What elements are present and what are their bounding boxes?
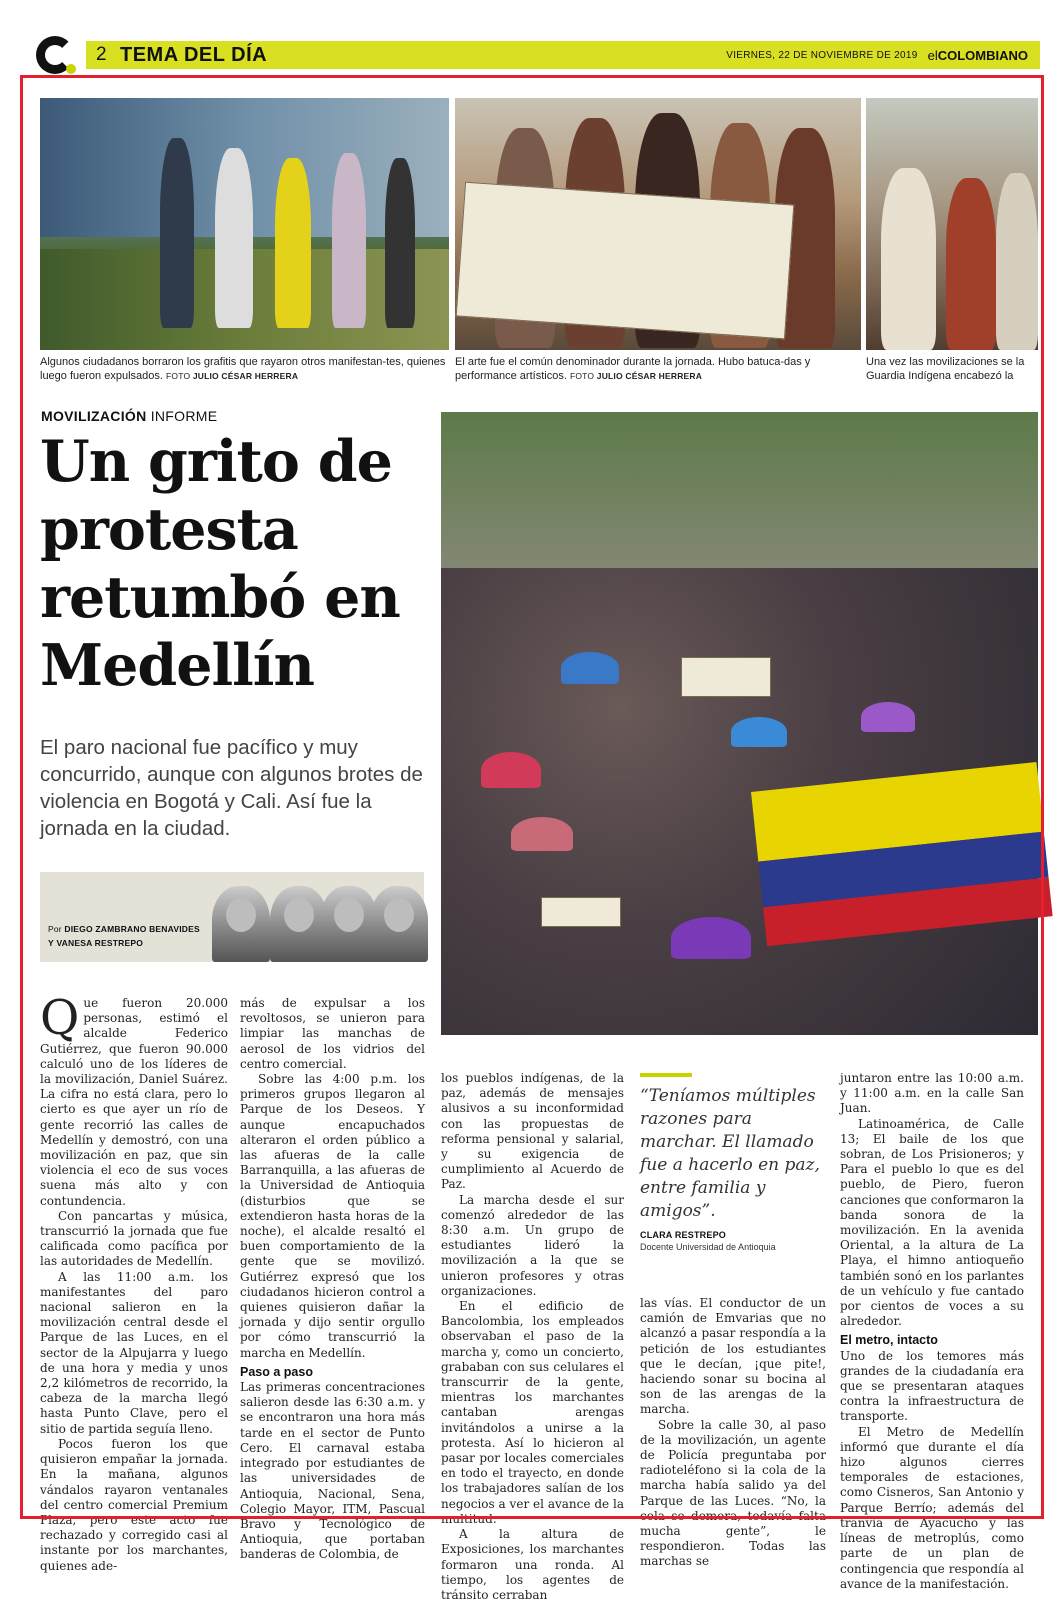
- article-dek: El paro nacional fue pacífico y muy concurrido, aunque con algunos brotes de violencia en Bogotá y Cali. Así fue la jornada en la ciudad.: [40, 736, 423, 840]
- photo3-caption: Una vez las movilizaciones se la Guardia Indígena encabezó la: [866, 356, 1025, 382]
- brand-name: elCOLOMBIANO: [927, 47, 1028, 63]
- body-column-3: los pueblos indígenas, de la paz, además de mensajes alusivos a su inconformidad con las propuestas de reforma pensional y salarial, y su exigencia de cumplimiento al Acuerdo de Paz. La marcha desde el sur comenzó alrededor de las 8:30 a.m. Un grupo de estudiantes lideró la movilización a la que se unieron profesores y otras organizaciones. En el edificio de Bancolombia, los empleados observaban el paso de la marcha y, como un concierto, grababan con sus celulares el transcurrir de la gente, mientras los marchantes cantaban arengas invitándolos a unirse a la protesta. Así lo hicieron al pasar por locales comerciales en todo el trayecto, en donde los trabajadores salían de los negocios a ver el avance de la multitud. A la altura de Exposiciones, los marchantes formaron una ronda. Al tiempo, los agentes de tránsito cerraban: [441, 1071, 624, 1602]
- section-header-band: [86, 41, 1040, 69]
- photo2-caption: El arte fue el común denominador durante la jornada. Hubo batuca-das y performance artísticos. FOTO JULIO CÉSAR HERRERA: [455, 356, 811, 382]
- photo-art-performance: [455, 98, 861, 350]
- issue-date: VIERNES, 22 DE NOVIEMBRE DE 2019: [726, 49, 918, 61]
- drop-cap: Q: [40, 990, 80, 1046]
- author-photo: [370, 886, 428, 962]
- article-kicker: MOVILIZACIÓN INFORME: [41, 408, 218, 424]
- subheading-metro: El metro, intacto: [840, 1333, 938, 1348]
- quote-accent-bar: [640, 1073, 692, 1077]
- section-title: TEMA DEL DÍA: [120, 43, 268, 66]
- author-photo: [212, 886, 270, 962]
- colombian-flag: [751, 762, 1053, 946]
- byline-box: [40, 872, 424, 962]
- pull-quote: “Teníamos múltiples razones para marchar. El llamado fue a hacerlo en paz, entre familia y amigos”.: [640, 1086, 820, 1221]
- byline-text: Por DIEGO ZAMBRANO BENAVIDES Y VANESA RESTREPO: [48, 924, 200, 948]
- photo-indigenous-guard: [866, 98, 1038, 350]
- body-column-4: las vías. El conductor de un camión de Emvarias que no alcanzó a pasar respondía a la petición de los estudiantes que le decían, ¡que pite!, haciendo sonar su bocina al son de las arengas de la marcha. Sobre la calle 30, al paso de la movilización, un agente de Policía preguntaba por radioteléfono si la cola de la marcha había salido ya del Parque de las Luces. “No, la cola se demora, todavía falta mucha gente”, le respondieron. Todas las marchas se: [640, 1296, 826, 1569]
- main-photo-march-crowd: [441, 412, 1038, 1035]
- quote-author-role: Docente Universidad de Antioquia: [640, 1242, 776, 1252]
- article-headline: Un grito de protesta retumbó en Medellín: [40, 428, 400, 699]
- body-column-1: Que fueron 20.000 personas, estimó el alcalde Federico Gutiérrez, que fueron 90.000 calculó uno de los líderes de la movilización, Daniel Suárez. La cifra no está clara, pero lo cierto es que ayer un río de gente recorrió las calles de Medellín y demostró, con una movilización en paz, que sin violencia el eco de sus voces suena más alto y con contundencia. Con pancartas y música, transcurrió la jornada que fue calificada como pacífica por las autoridades de Medellín. A las 11:00 a.m. los manifestantes del paro nacional salieron en la movilización central desde el Parque de las Luces, en el sector de la Alpujarra y luego de una hora y media y unos 2,2 kilómetros de recorrido, la cabeza de la marcha llegó hasta Punto Clave, pero el sitio de partida seguía lleno. Pocos fueron los que quisieron empañar la jornada. En la mañana, algunos vándalos rayaron ventanales del centro comercial Premium Plaza, pero este acto fue rechazado y corregido casi al instante por los marchantes, quienes ade-: [40, 990, 228, 1573]
- quote-author: CLARA RESTREPO: [640, 1230, 726, 1240]
- body-column-5: juntaron entre las 10:00 a.m. y 11:00 a.m. en la calle San Juan. Latinoamérica, de Calle 13; El baile de los que sobran, de Los Prisioneros; y Para el pueblo lo que es del pueblo, de Piero, fueron canciones que conformaron la banda sonora de la movilización. En la avenida Oriental, a la altura de La Playa, el himno antioqueño también sonó en los parlantes de un vehículo y fue cantado por cientos de voces a su alrededor. El metro, intacto Uno de los temores más grandes de la ciudadanía era que se presentaran ataques contra la infraestructura de transporte. El Metro de Medellín informó que durante el día hizo algunos cierres temporales de estaciones, como Cisneros, San Antonio y Parque Berrío; además del tranvía de Ayacucho y las líneas de metroplús, como parte de un plan de contingencia que respondía al avance de la manifestación.: [840, 1071, 1024, 1591]
- photo-graffiti-cleaning: [40, 98, 449, 350]
- body-column-2: más de expulsar a los revoltosos, se unieron para limpiar las manchas de aerosol de los vidrios del centro comercial. Sobre las 4:00 p.m. los primeros grupos llegaron al Parque de los Deseos. Y aunque encapuchados alteraron el orden público a las afueras de la calle Barranquilla, a las afueras de la Universidad de Antioquia (disturbios que se extendieron hasta horas de la noche), el alcalde resaltó el buen comportamiento de la gente que se movilizó. Gutiérrez expresó que los ciudadanos hicieron control a quienes quisieron dañar la jornada y dijo sentir orgullo por cómo transcurrió la marcha en Medellín. Paso a paso Las primeras concentraciones salieron desde las 6:30 a.m. y se encontraron una hora más tarde en el sector de Punto Cero. El carnaval estaba integrado por estudiantes de las universidades de Antioquia, Nacional, Sena, Colegio Mayor, ITM, Pascual Bravo y Tecnológico de Antioquia, que portaban banderas de Colombia, de: [240, 996, 425, 1562]
- subheading-paso-a-paso: Paso a paso: [240, 1364, 313, 1379]
- photo1-caption: Algunos ciudadanos borraron los grafitis que rayaron otros manifestan-tes, quienes luego fueron expulsados. FOTO JULIO CÉSAR HERRERA: [40, 356, 446, 382]
- newspaper-logo-icon: [36, 36, 76, 76]
- page-number: 2: [96, 44, 107, 65]
